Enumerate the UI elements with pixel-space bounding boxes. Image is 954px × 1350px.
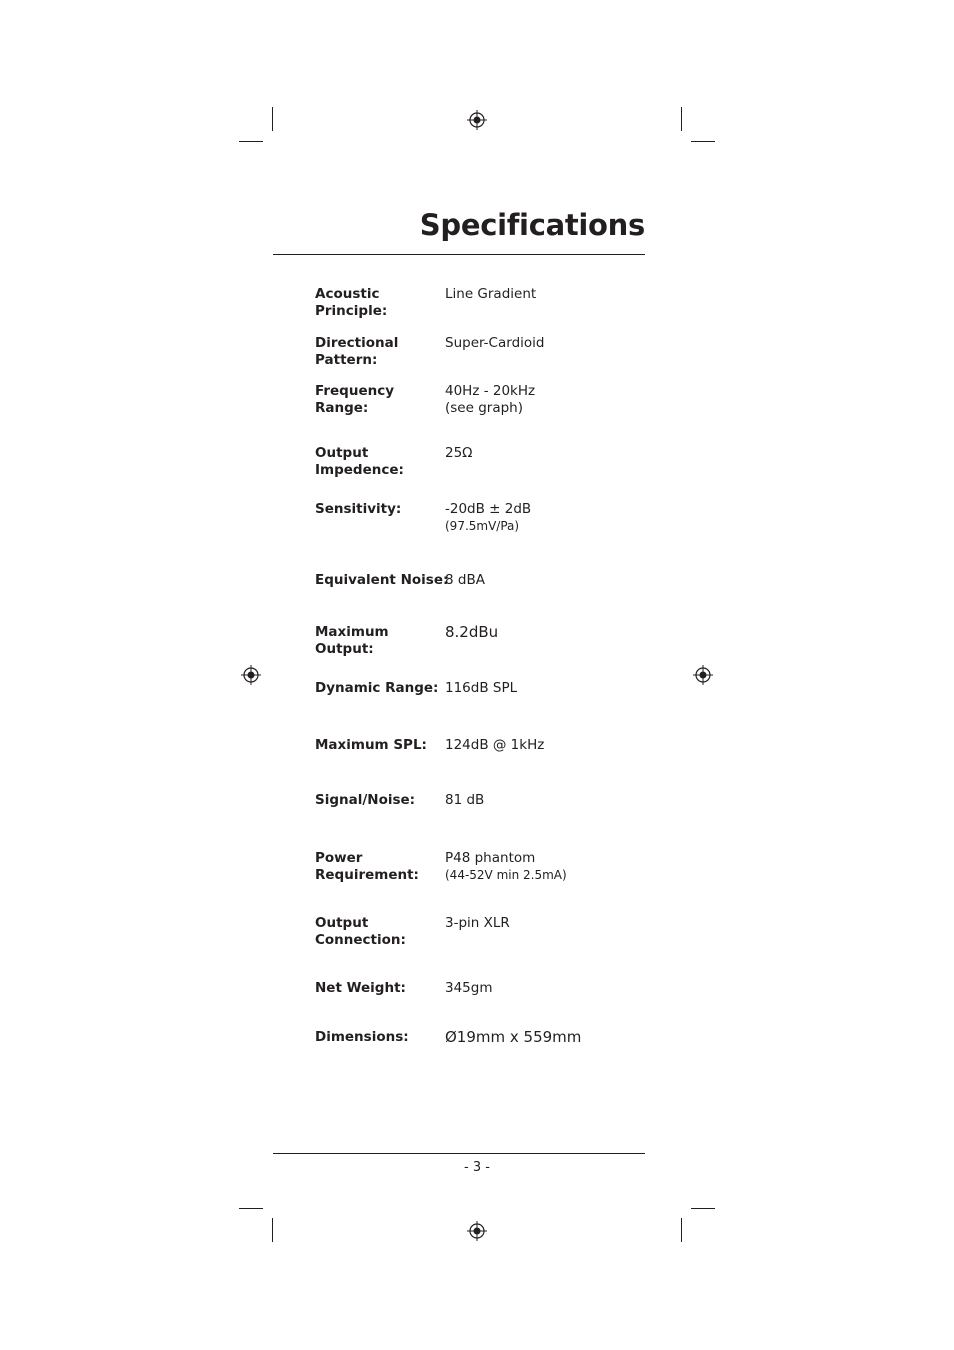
spec-value xyxy=(445,445,645,462)
spec-value-main: 345gm xyxy=(445,980,493,996)
spec-label: Directional Pattern: xyxy=(315,335,399,368)
page-title: Specifications xyxy=(419,208,645,242)
spec-label: Power Requirement: xyxy=(315,850,419,883)
page-number: - 3 - xyxy=(464,1160,490,1175)
spec-value-note: (97.5mV/Pa) xyxy=(445,519,520,533)
spec-value xyxy=(445,1029,645,1046)
spec-value-note: (see graph) xyxy=(445,400,523,416)
crop-mark-top-right xyxy=(691,141,715,142)
spec-value-main: 25Ω xyxy=(445,445,473,461)
crop-mark-top-left xyxy=(272,107,273,131)
crop-mark-bottom-right xyxy=(681,1218,682,1242)
spec-label: Maximum Output: xyxy=(315,624,389,657)
spec-value-main: Ø19mm x 559mm xyxy=(445,1028,582,1046)
spec-value-main: 124dB @ 1kHz xyxy=(445,737,545,753)
footer-rule xyxy=(273,1153,645,1154)
spec-value xyxy=(445,572,645,589)
spec-value xyxy=(445,850,645,884)
spec-value-main: 40Hz - 20kHz xyxy=(445,383,536,399)
spec-value-main: P48 phantom xyxy=(445,850,536,866)
spec-value xyxy=(445,680,645,697)
spec-label: Equivalent Noise: xyxy=(315,572,449,588)
spec-value-main: 3-pin XLR xyxy=(445,915,510,931)
spec-label: Output Connection: xyxy=(315,915,406,948)
spec-value-main: 116dB SPL xyxy=(445,680,518,696)
spec-label: Frequency Range: xyxy=(315,383,395,416)
registration-mark-icon xyxy=(693,665,713,685)
spec-value xyxy=(445,980,645,997)
spec-value-main: 8.2dBu xyxy=(445,623,499,641)
spec-value xyxy=(445,335,645,352)
crop-mark-bottom-right xyxy=(691,1208,715,1209)
spec-label: Dynamic Range: xyxy=(315,680,439,696)
spec-value xyxy=(445,383,645,417)
spec-label: Net Weight: xyxy=(315,980,406,996)
title-rule xyxy=(273,254,645,255)
spec-value xyxy=(445,737,645,754)
spec-value xyxy=(445,624,645,641)
spec-value-main: 8 dBA xyxy=(445,572,485,588)
spec-value-main: -20dB ± 2dB xyxy=(445,501,532,517)
spec-value xyxy=(445,792,645,809)
spec-label: Acoustic Principle: xyxy=(315,286,388,319)
spec-label: Output Impedence: xyxy=(315,445,404,478)
registration-mark-icon xyxy=(467,1221,487,1241)
crop-mark-bottom-left xyxy=(239,1208,263,1209)
registration-mark-icon xyxy=(467,110,487,130)
spec-label: Signal/Noise: xyxy=(315,792,416,808)
spec-value-main: Line Gradient xyxy=(445,286,537,302)
spec-value xyxy=(445,501,645,535)
spec-value xyxy=(445,286,645,303)
spec-value-main: 81 dB xyxy=(445,792,485,808)
spec-label: Maximum SPL: xyxy=(315,737,427,753)
spec-value xyxy=(445,915,645,932)
registration-mark-icon xyxy=(241,665,261,685)
crop-mark-top-left xyxy=(239,141,263,142)
spec-label: Dimensions: xyxy=(315,1029,409,1045)
spec-label: Sensitivity: xyxy=(315,501,402,517)
crop-mark-top-right xyxy=(681,107,682,131)
crop-mark-bottom-left xyxy=(272,1218,273,1242)
spec-value-main: Super-Cardioid xyxy=(445,335,545,351)
spec-value-note: (44-52V min 2.5mA) xyxy=(445,868,567,882)
